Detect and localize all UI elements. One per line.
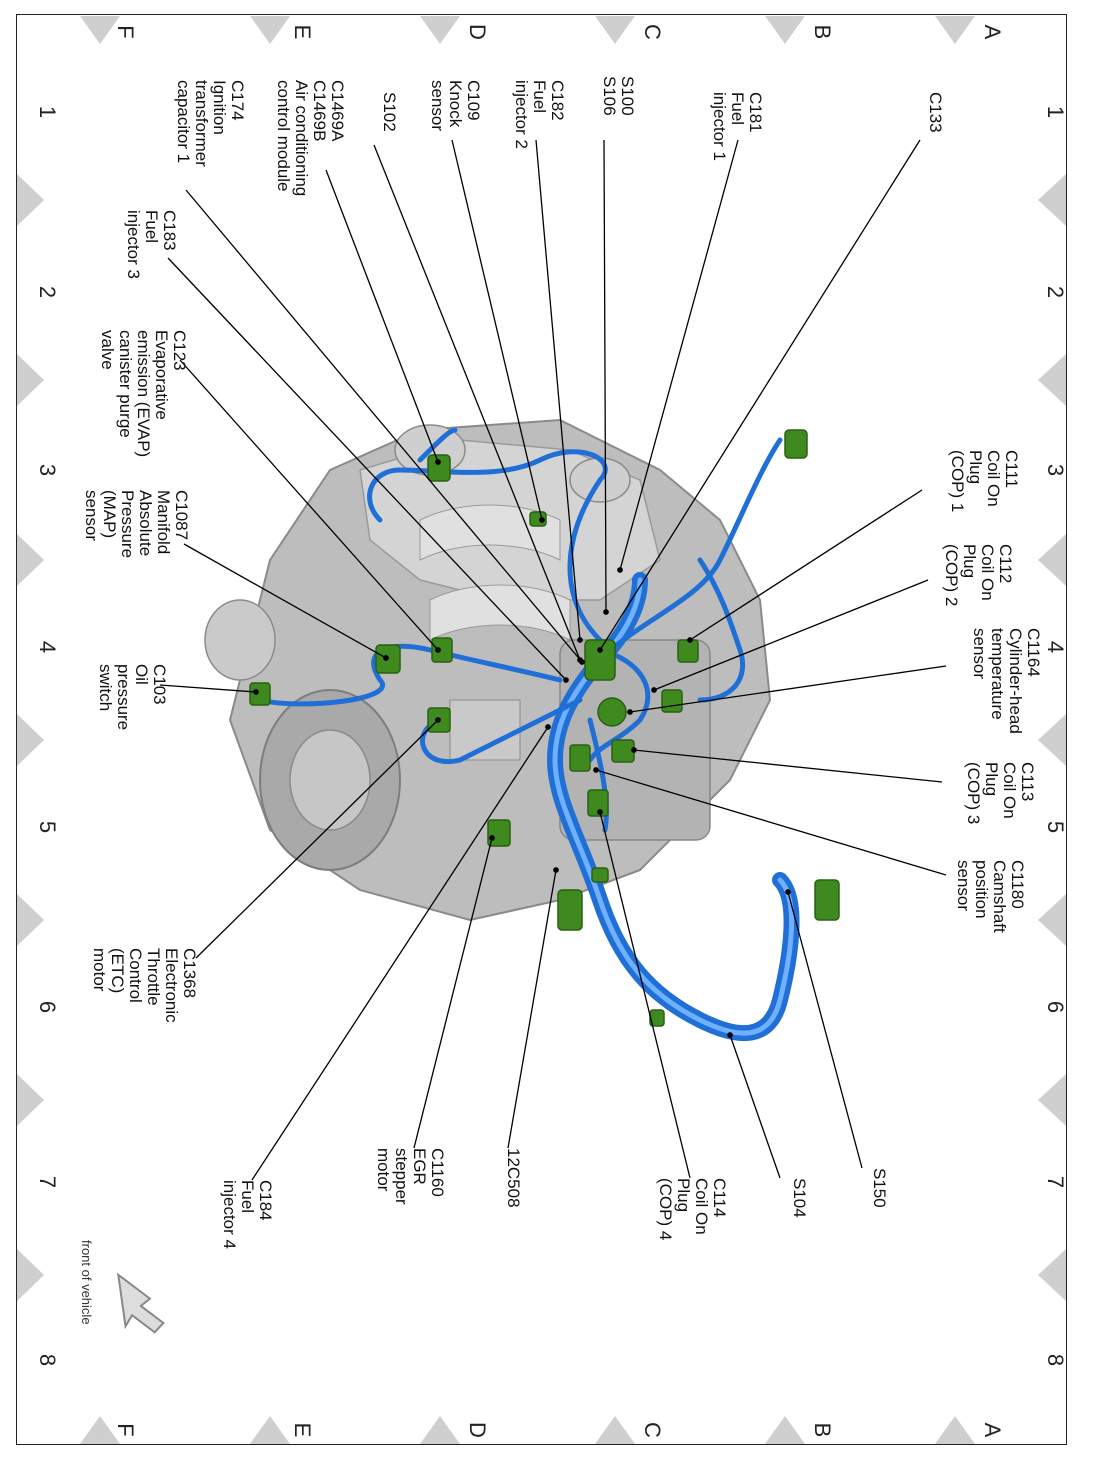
callout-c1469-line: C1469A [328, 80, 347, 142]
callout-s102 [380, 92, 399, 132]
leader-tip-c1469 [436, 460, 440, 464]
callout-s100-line: S106 [600, 76, 619, 116]
callout-c1180-line: Camshaft [990, 860, 1009, 933]
callout-c174 [174, 80, 247, 167]
grid-row-label-b-bottom: B [810, 1422, 835, 1438]
callout-c113 [964, 762, 1037, 824]
grid-column-label-4-left: 4 [35, 640, 60, 654]
callout-c109 [428, 80, 483, 131]
leader-tip-s104 [728, 1033, 732, 1037]
grid-marker-left [17, 534, 44, 586]
grid-marker-right [1038, 714, 1066, 766]
callout-c1469-line: control module [274, 80, 293, 192]
grid-column-label-8-right: 8 [1043, 1353, 1068, 1367]
callout-c123 [98, 330, 189, 457]
leader-tip-c109 [540, 518, 544, 522]
grid-marker-left [17, 354, 44, 406]
callout-c112-line: C112 [996, 544, 1015, 584]
leader-line-s104 [730, 1035, 780, 1178]
callout-c182-line: injector 2 [512, 80, 531, 149]
callout-c181-line: injector 1 [710, 92, 729, 161]
callout-c111-line: C111 [1002, 450, 1021, 489]
callout-s100-line: S100 [618, 76, 637, 116]
leader-tip-c103 [254, 690, 258, 694]
callout-c1180-line: C1180 [1008, 860, 1027, 909]
callout-c114-line: Coil On [692, 1178, 711, 1235]
grid-row-label-d-bottom: D [465, 1422, 490, 1438]
callout-c1180-line: sensor [954, 860, 973, 912]
leader-tip-c112 [652, 688, 656, 692]
callout-c1160-line: stepper [392, 1148, 411, 1205]
grid-marker-bottom [765, 1416, 805, 1444]
callout-c181 [710, 92, 765, 161]
callout-c1368-line: (ETC) [108, 948, 127, 994]
grid-marker-left [17, 894, 44, 946]
grid-marker-top [595, 16, 635, 44]
callout-c181-line: C181 [746, 92, 765, 133]
callout-c1368-line: Electronic [162, 948, 181, 1023]
engine-illustration [205, 420, 770, 920]
grid-column-label-7-right: 7 [1043, 1175, 1068, 1189]
callout-c114 [656, 1178, 729, 1240]
grid-marker-bottom [935, 1416, 975, 1444]
leader-tip-c1180 [594, 768, 598, 772]
leader-tip-c1164 [628, 710, 632, 714]
callout-c111-line: (COP) 1 [948, 450, 967, 513]
callout-s150 [870, 1168, 889, 1208]
callout-c1087-line: Manifold [154, 490, 173, 555]
callout-c1469 [274, 80, 347, 196]
callout-c114-line: Plug [674, 1178, 693, 1213]
callout-c174-line: capacitor 1 [174, 80, 193, 164]
callout-c1180-line: position [972, 860, 991, 919]
callout-s102-line: S102 [380, 92, 399, 132]
grid-marker-right [1038, 534, 1066, 586]
callout-c111-line: Coil On [984, 450, 1003, 507]
callout-c109-line: sensor [428, 80, 447, 132]
leader-tip-c114 [598, 810, 602, 814]
front-of-vehicle-label: front of vehicle [79, 1240, 94, 1325]
grid-column-label-3-right: 3 [1043, 463, 1068, 477]
callout-c123-line: Evaporative [152, 330, 171, 420]
grid-row-label-c-bottom: C [640, 1422, 665, 1438]
grid-marker-left [17, 174, 44, 226]
callout-s104-line: S104 [790, 1178, 809, 1218]
callout-c103-line: pressure [114, 664, 133, 731]
leader-tip-c1087 [384, 656, 388, 660]
callout-c182-line: C182 [548, 80, 567, 121]
callout-c1087-line: Pressure [118, 490, 137, 559]
grid-column-label-2-right: 2 [1043, 285, 1068, 299]
callout-c174-line: C174 [228, 80, 247, 121]
callout-c114-line: (COP) 4 [656, 1178, 675, 1241]
grid-marker-right [1038, 1074, 1066, 1126]
grid-marker-top [935, 16, 975, 44]
leader-line-c114 [600, 812, 690, 1178]
grid-row-label-a-top: A [980, 24, 1005, 40]
leader-tip-c1160 [490, 836, 494, 840]
leader-tip-c182 [578, 638, 582, 642]
leader-tip-c183 [564, 678, 568, 682]
callout-c113-line: (COP) 3 [964, 762, 983, 825]
grid-row-label-f-top: F [113, 25, 138, 39]
callout-s100 [600, 76, 637, 116]
grid-marker-right [1038, 354, 1066, 406]
grid-marker-top [420, 16, 460, 44]
callout-c184 [220, 1180, 275, 1249]
leader-tip-c113 [632, 748, 636, 752]
grid-marker-left [17, 1249, 44, 1301]
callout-c183-line: C183 [160, 210, 179, 251]
callout-c113-line: C113 [1018, 762, 1037, 802]
callout-c1368-line: Throttle [144, 948, 163, 1006]
callout-c1160-line: EGR [410, 1148, 429, 1185]
callout-c1164-line: C1164 [1024, 628, 1043, 677]
callout-c109-line: Knock [446, 80, 465, 128]
leader-line-c12c508 [508, 870, 556, 1148]
grid-marker-bottom [595, 1416, 635, 1444]
callout-c112 [942, 544, 1015, 606]
grid-marker-right [1038, 174, 1066, 226]
callout-c1368-line: C1368 [180, 948, 199, 999]
leader-tip-c133 [598, 648, 602, 652]
grid-row-label-d-top: D [465, 24, 490, 40]
grid-column-label-5-right: 5 [1043, 820, 1068, 834]
grid-column-label-1-left: 1 [35, 105, 60, 119]
callout-c112-line: (COP) 2 [942, 544, 961, 607]
grid-marker-right [1038, 1249, 1066, 1301]
leader-tip-c123 [436, 648, 440, 652]
leader-line-c133 [600, 140, 920, 650]
callout-c113-line: Coil On [1000, 762, 1019, 819]
front-of-vehicle-arrow-icon [118, 1269, 164, 1336]
leader-tip-c12c508 [554, 868, 558, 872]
callout-c1164-line: temperature [988, 628, 1007, 720]
grid-column-label-6-right: 6 [1043, 1000, 1068, 1014]
grid-row-label-e-bottom: E [290, 1422, 315, 1438]
leader-tip-c184 [546, 725, 550, 729]
grid-row-label-b-top: B [810, 24, 835, 40]
callout-c184-line: C184 [256, 1180, 275, 1221]
grid-column-label-8-left: 8 [35, 1353, 60, 1367]
callout-c112-line: Plug [960, 544, 979, 579]
callout-c103-line: Oil [132, 664, 151, 685]
callout-c181-line: Fuel [728, 92, 747, 126]
leader-tip-s100 [604, 610, 608, 614]
callout-c103-line: C103 [150, 664, 169, 705]
grid-marker-right [1038, 894, 1066, 946]
callout-c123-line: C123 [170, 330, 189, 371]
callout-c103 [96, 664, 169, 730]
callout-c103-line: switch [96, 664, 115, 712]
callout-c133 [926, 92, 945, 133]
grid-column-label-5-left: 5 [35, 820, 60, 834]
callout-s150-line: S150 [870, 1168, 889, 1208]
callout-c182 [512, 80, 567, 149]
grid-marker-left [17, 1074, 44, 1126]
callout-c114-line: C114 [710, 1178, 729, 1218]
callout-c113-line: Plug [982, 762, 1001, 797]
grid-row-label-a-bottom: A [980, 1422, 1005, 1438]
callout-c112-line: Coil On [978, 544, 997, 601]
callout-c1164-line: Cylinder-head [1006, 628, 1025, 734]
callout-c1087-line: Absolute [136, 490, 155, 557]
callout-c1164-line: sensor [970, 628, 989, 680]
grid-column-label-7-left: 7 [35, 1175, 60, 1189]
callout-c111-line: Plug [966, 450, 985, 485]
callout-c184-line: injector 4 [220, 1180, 239, 1249]
callout-c1087-line: (MAP) [100, 490, 119, 539]
leader-tip-c181 [618, 568, 622, 572]
grid-marker-top [765, 16, 805, 44]
callout-c1087-line: C1087 [172, 490, 191, 541]
grid-column-label-1-right: 1 [1043, 105, 1068, 119]
leader-tip-c174 [580, 660, 584, 664]
grid-marker-top [250, 16, 290, 44]
callout-c1160-line: C1160 [428, 1148, 447, 1197]
grid-marker-bottom [420, 1416, 460, 1444]
callout-c182-line: Fuel [530, 80, 549, 114]
callout-c109-line: C109 [464, 80, 483, 121]
callout-c183-line: injector 3 [124, 210, 143, 279]
leader-tip-s150 [786, 890, 790, 894]
callout-c1160-line: motor [374, 1148, 393, 1192]
callout-c1180 [954, 860, 1027, 933]
leader-line-c1469 [326, 170, 438, 462]
callout-c123-line: canister purge [116, 330, 135, 438]
callout-c1469-line: C1469B [310, 80, 329, 142]
callout-c133-line: C133 [926, 92, 945, 133]
callout-c123-line: valve [98, 330, 117, 370]
grid-marker-bottom [250, 1416, 290, 1444]
leader-tip-c1368 [436, 718, 440, 722]
callout-c184-line: Fuel [238, 1180, 257, 1214]
callout-c174-line: transformer [192, 80, 211, 167]
callout-c1087 [82, 490, 191, 558]
grid-marker-left [17, 714, 44, 766]
callout-c12c508 [504, 1148, 523, 1208]
callout-c12c508-line: 12C508 [504, 1148, 523, 1208]
callout-c1160 [374, 1148, 447, 1205]
callout-s104 [790, 1178, 809, 1218]
leader-line-s150 [788, 892, 862, 1168]
callout-c1087-line: sensor [82, 490, 101, 542]
grid-column-label-6-left: 6 [35, 1000, 60, 1014]
callout-c1368 [90, 948, 199, 1023]
grid-row-label-f-bottom: F [113, 1423, 138, 1437]
leader-tip-c111 [688, 638, 692, 642]
callout-c1368-line: motor [90, 948, 109, 992]
grid-row-label-c-top: C [640, 24, 665, 40]
grid-column-label-2-left: 2 [35, 285, 60, 299]
callout-c1469-line: Air conditioning [292, 80, 311, 197]
grid-row-label-e-top: E [290, 24, 315, 40]
callout-c1164 [970, 628, 1043, 734]
callout-c111 [948, 450, 1021, 512]
callout-c183-line: Fuel [142, 210, 161, 244]
callout-c174-line: Ignition [210, 80, 229, 135]
grid-column-label-3-left: 3 [35, 463, 60, 477]
callout-c123-line: emission (EVAP) [134, 330, 153, 458]
grid-column-label-4-right: 4 [1043, 640, 1068, 654]
callout-c183 [124, 210, 179, 279]
callout-c1368-line: Control [126, 948, 145, 1003]
